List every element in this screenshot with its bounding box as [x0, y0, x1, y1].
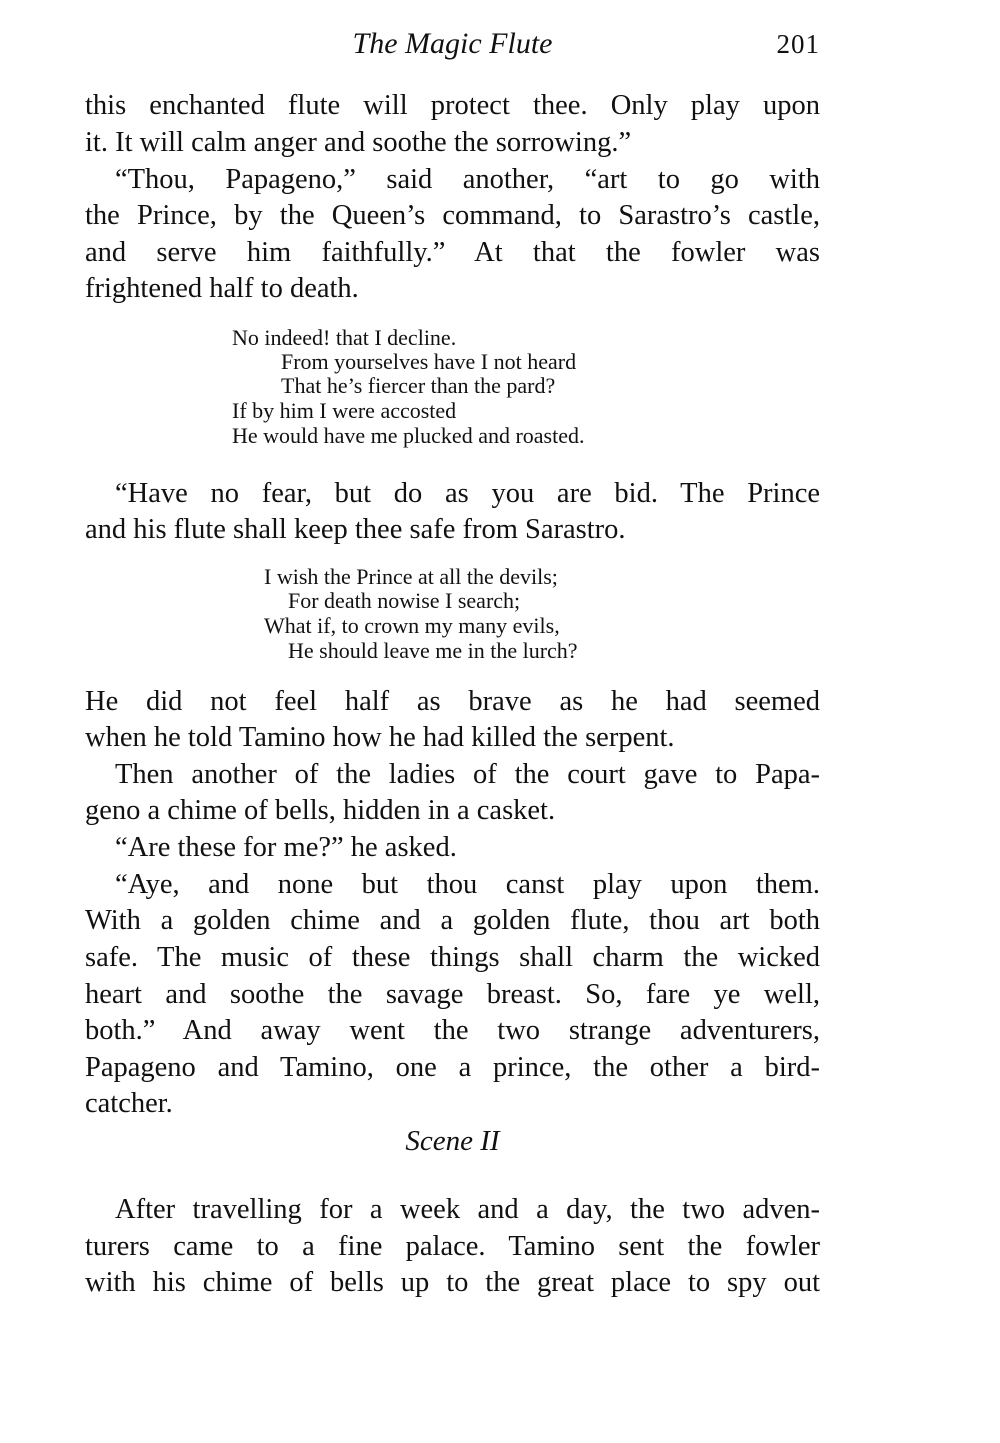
text-line: turers came to a fine palace. Tamino sent the fowler [85, 1231, 820, 1262]
verse-line: For death nowise I search; [288, 588, 521, 613]
text-line: safe. The music of these things shall charm the wicked [85, 942, 820, 973]
verse-line: That he’s fiercer than the pard? [281, 373, 556, 398]
text-line: Papageno and Tamino, one a prince, the other a bird- [85, 1052, 820, 1083]
text-line: “Aye, and none but thou canst play upon them. [115, 869, 820, 900]
text-line: With a golden chime and a golden flute, thou art both [85, 905, 820, 936]
text-line: “Are these for me?” he asked. [115, 832, 457, 863]
text-line: both.” And away went the two strange adventurers, [85, 1015, 820, 1046]
page-number: 201 [776, 29, 820, 59]
text-line: catcher. [85, 1088, 173, 1119]
verse-line: He would have me plucked and roasted. [232, 423, 585, 448]
verse-line: If by him I were accosted [232, 398, 457, 423]
text-line: He did not feel half as brave as he had seemed [85, 686, 820, 717]
text-line: heart and soothe the savage breast. So, fare ye well, [85, 979, 820, 1010]
text-line: Then another of the ladies of the court gave to Papa- [115, 759, 820, 790]
verse-line: What if, to crown my many evils, [264, 613, 560, 638]
text-line: “Have no fear, but do as you are bid. The Prince [115, 478, 820, 509]
text-line: when he told Tamino how he had killed the serpent. [85, 722, 675, 753]
text-line: it. It will calm anger and soothe the sorrowing.” [85, 127, 632, 158]
text-line: this enchanted flute will protect thee. Only play upon [85, 90, 820, 121]
text-line: frightened half to death. [85, 273, 359, 304]
text-line: and serve him faithfully.” At that the fowler was [85, 237, 820, 268]
verse-line: No indeed! that I decline. [232, 325, 457, 350]
verse-line: I wish the Prince at all the devils; [264, 564, 558, 589]
text-line: the Prince, by the Queen’s command, to Sarastro’s castle, [85, 200, 820, 231]
verse-line: He should leave me in the lurch? [288, 638, 578, 663]
text-line: “Thou, Papageno,” said another, “art to go with [115, 164, 820, 195]
running-title: The Magic Flute [352, 27, 553, 60]
text-line: After travelling for a week and a day, the two adven- [115, 1194, 820, 1225]
text-line: and his flute shall keep thee safe from Sarastro. [85, 514, 626, 545]
scene-heading: Scene II [405, 1125, 500, 1157]
verse-line: From yourselves have I not heard [281, 349, 577, 374]
text-line: with his chime of bells up to the great place to spy out [85, 1267, 820, 1298]
text-line: geno a chime of bells, hidden in a casket. [85, 795, 556, 826]
running-head [85, 24, 820, 64]
